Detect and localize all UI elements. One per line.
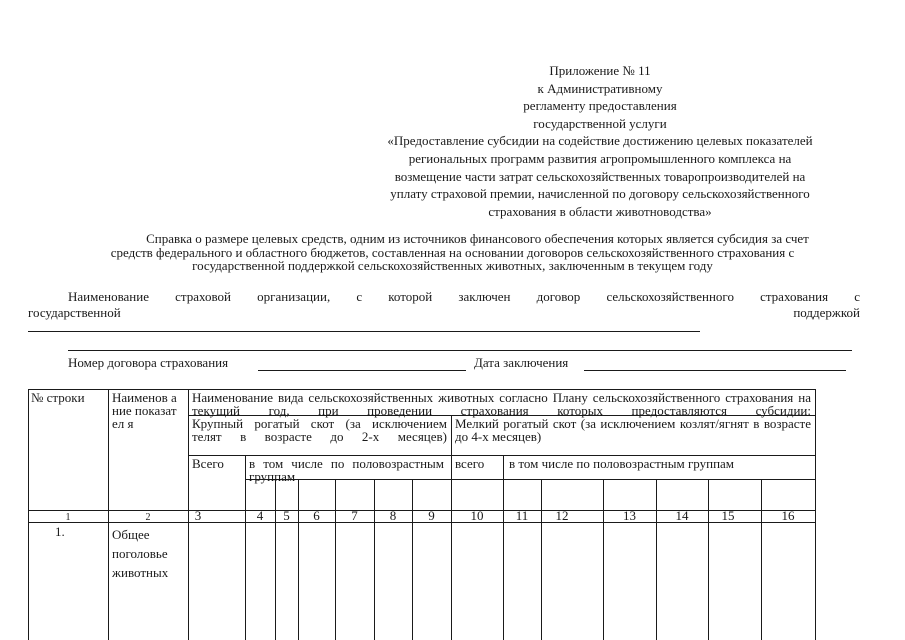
- column-number: 7: [351, 508, 358, 523]
- header-indicator-name: Наименов ание показател я: [112, 390, 177, 431]
- header-cattle-total: Всего: [192, 456, 224, 471]
- column-number: 9: [428, 508, 435, 523]
- column-number: 4: [256, 508, 264, 523]
- column-number: 2: [145, 512, 151, 523]
- column-number: 14: [675, 508, 689, 523]
- row-indicator-name: Общее поголовье животных: [112, 527, 169, 580]
- column-number: 10: [470, 508, 484, 523]
- appendix-line: уплату страховой премии, начисленной по договору сельскохозяйственного: [390, 186, 810, 202]
- column-number: 6: [313, 508, 320, 523]
- column-number: 15: [721, 508, 735, 523]
- appendix-line: возмещение части затрат сельскохозяйственных товаропроизводителей на: [394, 168, 806, 184]
- contract-number-label: Номер договора страхования: [68, 355, 229, 370]
- column-number: 1: [65, 512, 71, 523]
- contract-date-label: Дата заключения: [474, 355, 569, 370]
- title-line: государственной поддержкой сельскохозяйственных животных, заключенным в текущем году: [192, 258, 713, 273]
- insurer-label-right: поддержкой: [793, 305, 860, 320]
- title-line: Справка о размере целевых средств, одним из источников финансового обеспечения которых является субсидия за счет: [146, 231, 809, 246]
- column-number: 12: [555, 508, 569, 523]
- insurer-label-left: государственной: [28, 305, 121, 320]
- header-small-age-groups: в том числе по половозрастным группам: [509, 456, 735, 471]
- row-number: 1.: [55, 524, 65, 539]
- appendix-line: региональных программ развития агропромышленного комплекса на: [408, 150, 792, 166]
- header-small-total: всего: [455, 456, 485, 471]
- column-number: 3: [194, 508, 202, 523]
- column-number: 13: [623, 508, 636, 523]
- appendix-line: «Предоставление субсидии на содействие достижению целевых показателей: [387, 133, 813, 149]
- appendix-line: страхования в области животноводства»: [488, 203, 712, 219]
- column-number: 11: [515, 508, 529, 523]
- header-cattle: Крупный рогатый скот (за исключением телят в возрасте до 2-х месяцев): [192, 416, 447, 444]
- appendix-line: регламенту предоставления: [523, 98, 677, 114]
- header-row-number: № строки: [31, 390, 85, 405]
- header-small-cattle: Мелкий рогатый скот (за исключением козлят/ягнят в возрасте до 4-х месяцев): [455, 416, 811, 444]
- appendix-line: государственной услуги: [533, 115, 667, 131]
- header-cattle-age-groups: в том числе по половозрастным группам: [249, 456, 444, 484]
- header-animal-kind: Наименование вида сельскохозяйственных животных согласно Плану сельскохозяйственного страхования на текущий год, при проведении страхования которых предоставляются субсидии:: [192, 390, 811, 418]
- insurer-label: Наименование страховой организации, с которой заключен договор сельскохозяйственного страхования с: [68, 289, 860, 304]
- column-number: 8: [389, 508, 397, 523]
- column-number: 16: [781, 508, 795, 523]
- appendix-line: к Административному: [537, 80, 663, 96]
- column-number: 5: [283, 508, 290, 523]
- appendix-line: Приложение № 11: [549, 63, 651, 78]
- title-line: средств федерального и областного бюджетов, составленная на основании договоров сельскохозяйственного страхования с: [110, 244, 795, 260]
